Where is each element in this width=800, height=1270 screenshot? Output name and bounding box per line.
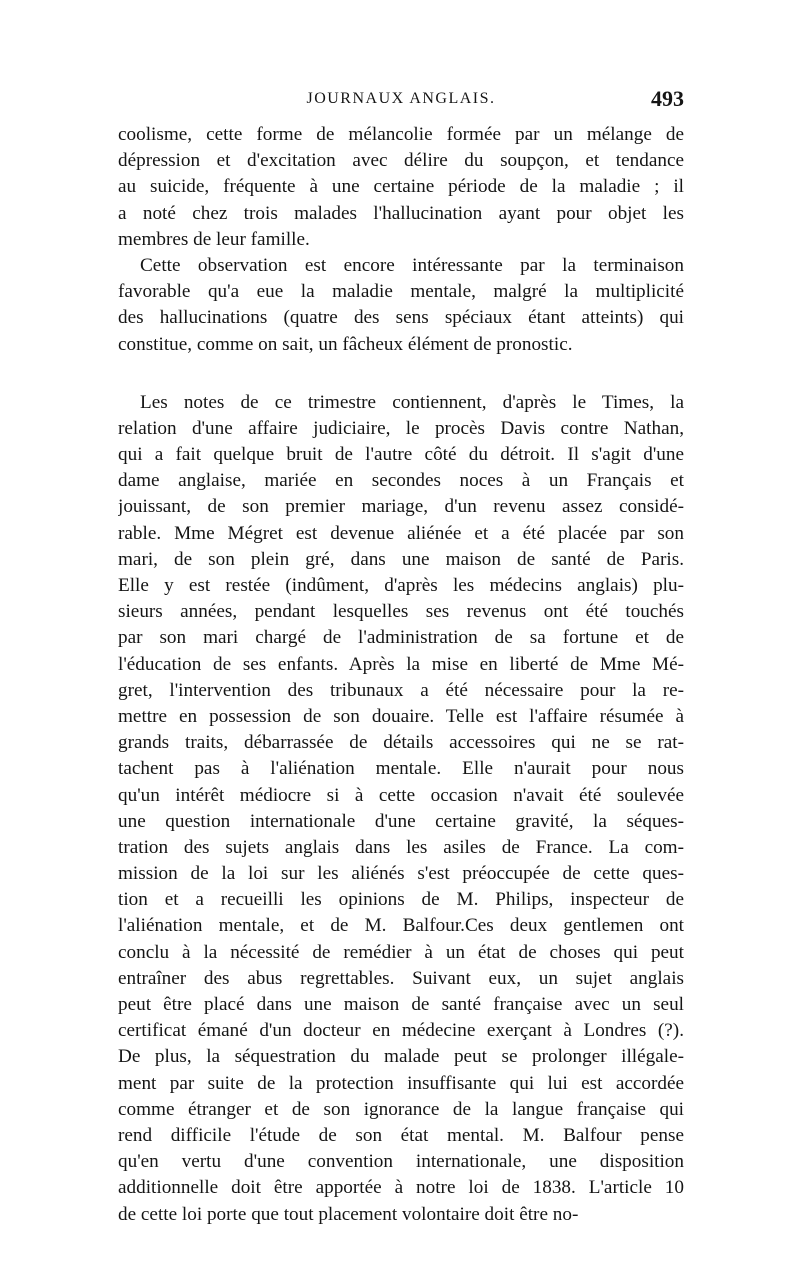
text-line: l'aliénation mentale, et de M. Balfour.Ces deux gentlemen ont xyxy=(118,915,684,937)
text-line: tachent pas à l'aliénation mentale. Elle n'aurait pour nous xyxy=(118,758,684,780)
text-line: tion et a recueilli les opinions de M. Philips, inspecteur de xyxy=(118,889,684,911)
text-line: dame anglaise, mariée en secondes noces à un Français et xyxy=(118,470,684,492)
text-line: rend difficile l'étude de son état mental. M. Balfour pense xyxy=(118,1124,684,1146)
text-line: l'éducation de ses enfants. Après la mise en liberté de Mme Mé- xyxy=(118,653,684,675)
text-line: par son mari chargé de l'administration de sa fortune et de xyxy=(118,627,684,649)
text-line: comme étranger et de son ignorance de la langue française qui xyxy=(118,1098,684,1120)
text-line: dépression et d'excitation avec délire du soupçon, et tendance xyxy=(118,150,684,172)
text-line: gret, l'intervention des tribunaux a été nécessaire pour la re- xyxy=(118,679,684,701)
text-line: au suicide, fréquente à une certaine période de la maladie ; il xyxy=(118,176,684,198)
text-line: membres de leur famille. xyxy=(118,228,310,250)
text-line: sieurs années, pendant lesquelles ses revenus ont été touchés xyxy=(118,601,684,623)
text-line: a noté chez trois malades l'hallucination ayant pour objet les xyxy=(118,202,684,224)
paragraph-3 xyxy=(118,390,684,1228)
text-line: relation d'une affaire judiciaire, le procès Davis contre Nathan, xyxy=(118,417,684,439)
text-line: ment par suite de la protection insuffisante qui lui est accordée xyxy=(118,1072,684,1094)
text-line: qui a fait quelque bruit de l'autre côté du détroit. Il s'agit d'une xyxy=(118,444,684,466)
text-line: des hallucinations (quatre des sens spéciaux étant atteints) qui xyxy=(118,307,684,329)
page-number: 493 xyxy=(651,86,684,111)
text-line: Les notes de ce trimestre contiennent, d'après le Times, la xyxy=(140,391,684,413)
paragraph-gap xyxy=(118,358,684,390)
text-line: une question internationale d'une certaine gravité, la séques- xyxy=(118,810,684,832)
text-line: constitue, comme on sait, un fâcheux élément de pronostic. xyxy=(118,333,573,355)
text-line: certificat émané d'un docteur en médecine exerçant à Londres (?). xyxy=(118,1020,684,1042)
running-title: JOURNAUX ANGLAIS. xyxy=(306,90,496,107)
text-line: Elle y est restée (indûment, d'après les médecins anglais) plu- xyxy=(118,575,684,596)
text-line: grands traits, débarrassée de détails accessoires qui ne se rat- xyxy=(118,732,684,754)
running-head xyxy=(118,88,684,116)
text-line: peut être placé dans une maison de santé française avec un seul xyxy=(118,994,684,1015)
text-line: De plus, la séquestration du malade peut se prolonger illégale- xyxy=(118,1046,684,1068)
text-line: conclu à la nécessité de remédier à un état de choses qui peut xyxy=(118,941,684,963)
text-line: jouissant, de son premier mariage, d'un revenu assez considé- xyxy=(118,496,684,518)
text-line: qu'en vertu d'une convention internationale, une disposition xyxy=(118,1151,684,1173)
text-line: qu'un intérêt médiocre si à cette occasion n'avait été soulevée xyxy=(118,784,684,806)
body-text xyxy=(118,122,684,1228)
text-line: coolisme, cette forme de mélancolie formée par un mélange de xyxy=(118,124,684,145)
text-line: Cette observation est encore intéressante par la terminaison xyxy=(140,254,684,276)
text-line: additionnelle doit être apportée à notre loi de 1838. L'article 10 xyxy=(118,1177,684,1199)
text-line: mari, de son plein gré, dans une maison de santé de Paris. xyxy=(118,548,684,570)
text-line: mettre en possession de son douaire. Telle est l'affaire résumée à xyxy=(118,705,684,727)
text-line: favorable qu'a eue la maladie mentale, malgré la multiplicité xyxy=(118,281,684,303)
text-line: entraîner des abus regrettables. Suivant eux, un sujet anglais xyxy=(118,967,684,989)
paragraph-2 xyxy=(118,253,684,358)
text-line: rable. Mme Mégret est devenue aliénée et a été placée par son xyxy=(118,522,684,544)
text-line: de cette loi porte que tout placement volontaire doit être no- xyxy=(118,1203,579,1225)
text-line: mission de la loi sur les aliénés s'est préoccupée de cette ques- xyxy=(118,863,684,885)
paragraph-1 xyxy=(118,122,684,253)
text-line: tration des sujets anglais dans les asiles de France. La com- xyxy=(118,836,684,858)
